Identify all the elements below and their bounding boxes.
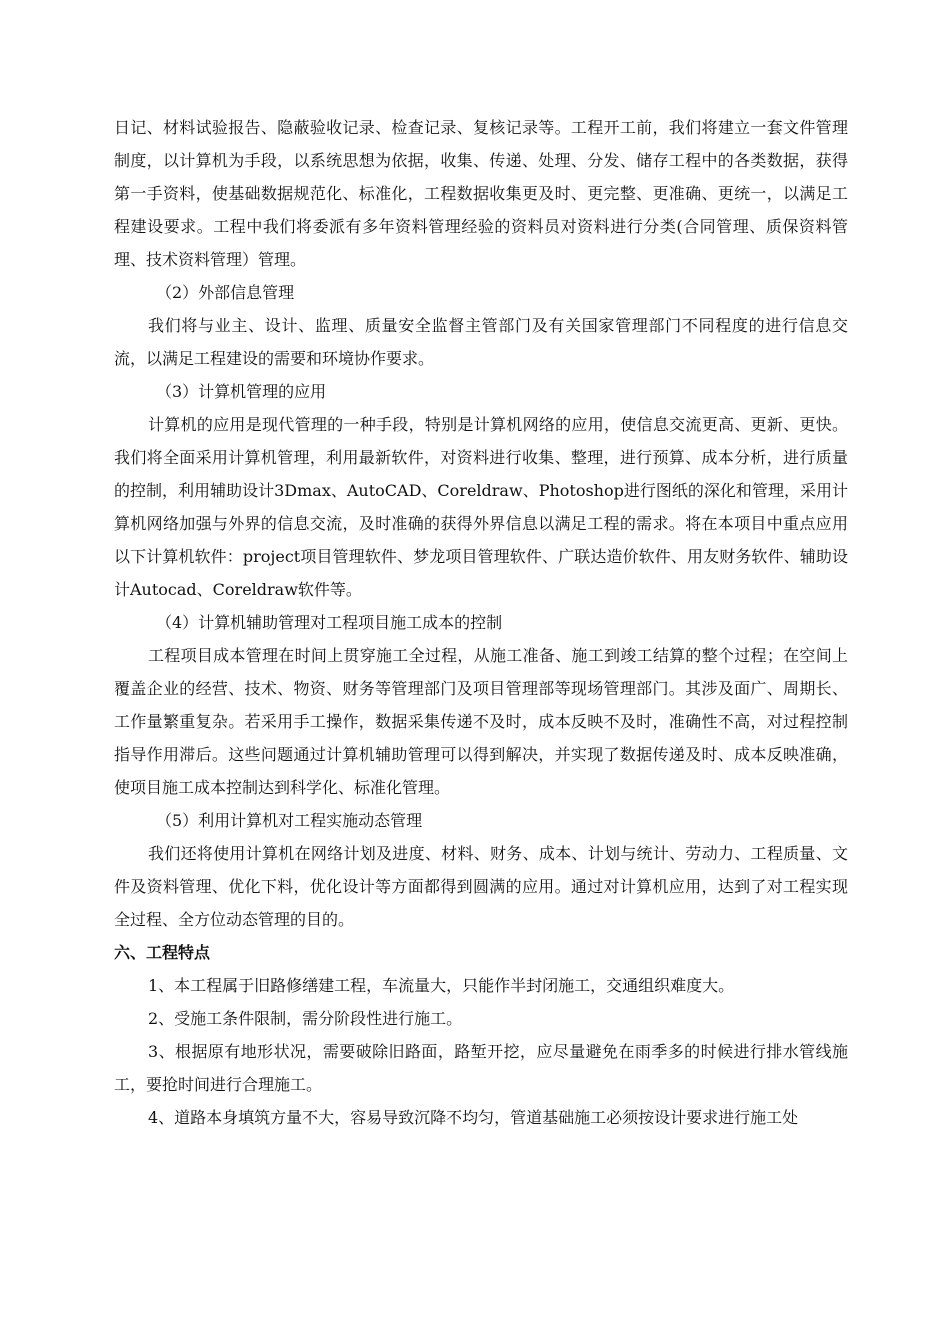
paragraph-external-info: 我们将与业主、设计、监理、质量安全监督主管部门及有关国家管理部门不同程度的进行信息交流，以满足工程建设的需要和环境协作要求。 bbox=[114, 316, 848, 368]
feature-item-3: 3、根据原有地形状况，需要破除旧路面，路堑开挖，应尽量避免在雨季多的时候进行排水管线施工，要抢时间进行合理施工。 bbox=[114, 1042, 848, 1094]
subheading-computer-application: （3）计算机管理的应用 bbox=[156, 382, 327, 401]
feature-item-4: 4、道路本身填筑方量不大，容易导致沉降不均匀，管道基础施工必须按设计要求进行施工处 bbox=[148, 1108, 799, 1127]
paragraph-dynamic-management: 我们还将使用计算机在网络计划及进度、材料、财务、成本、计划与统计、劳动力、工程质量、文件及资料管理、优化下料，优化设计等方面都得到圆满的应用。通过对计算机应用，达到了对工程实现全过程、全方位动态管理的目的。 bbox=[114, 844, 848, 929]
continuation-paragraph: 日记、材料试验报告、隐蔽验收记录、检查记录、复核记录等。工程开工前，我们将建立一套文件管理制度，以计算机为手段，以系统思想为依据，收集、传递、处理、分发、储存工程中的各类数据，获得第一手资料，使基础数据规范化、标准化，工程数据收集更及时、更完整、更准确、更统一，以满足工程建设要求。工程中我们将委派有多年资料管理经验的资料员对资料进行分类(合同管理、质保资料管理、技术资料管理）管理。 bbox=[114, 118, 848, 269]
feature-item-2: 2、受施工条件限制，需分阶段性进行施工。 bbox=[148, 1009, 463, 1028]
document-body bbox=[114, 111, 848, 1134]
paragraph-cost-control: 工程项目成本管理在时间上贯穿施工全过程，从施工准备、施工到竣工结算的整个过程；在空间上覆盖企业的经营、技术、物资、财务等管理部门及项目管理部等现场管理部门。其涉及面广、周期长、工作量繁重复杂。若采用手工操作，数据采集传递不及时，成本反映不及时，准确性不高，对过程控制指导作用滞后。这些问题通过计算机辅助管理可以得到解决，并实现了数据传递及时、成本反映准确，使项目施工成本控制达到科学化、标准化管理。 bbox=[114, 646, 848, 797]
feature-item-1: 1、本工程属于旧路修缮建工程，车流量大，只能作半封闭施工，交通组织难度大。 bbox=[148, 976, 735, 995]
subheading-dynamic-management: （5）利用计算机对工程实施动态管理 bbox=[156, 811, 423, 830]
paragraph-computer-application: 计算机的应用是现代管理的一种手段，特别是计算机网络的应用，使信息交流更高、更新、更快。我们将全面采用计算机管理，利用最新软件，对资料进行收集、整理，进行预算、成本分析，进行质量的控制，利用辅助设计3Dmax、AutoCAD、Coreldraw、Photoshop进行图纸的深化和管理，采用计算机网络加强与外界的信息交流，及时准确的获得外界信息以满足工程的需求。将在本项目中重点应用以下计算机软件：project项目管理软件、梦龙项目管理软件、广联达造价软件、用友财务软件、辅助设计Autocad、Coreldraw软件等。 bbox=[114, 415, 848, 599]
subheading-external-info: （2）外部信息管理 bbox=[156, 283, 295, 302]
section-heading-project-features: 六、工程特点 bbox=[114, 943, 211, 962]
subheading-cost-control: （4）计算机辅助管理对工程项目施工成本的控制 bbox=[156, 613, 503, 632]
